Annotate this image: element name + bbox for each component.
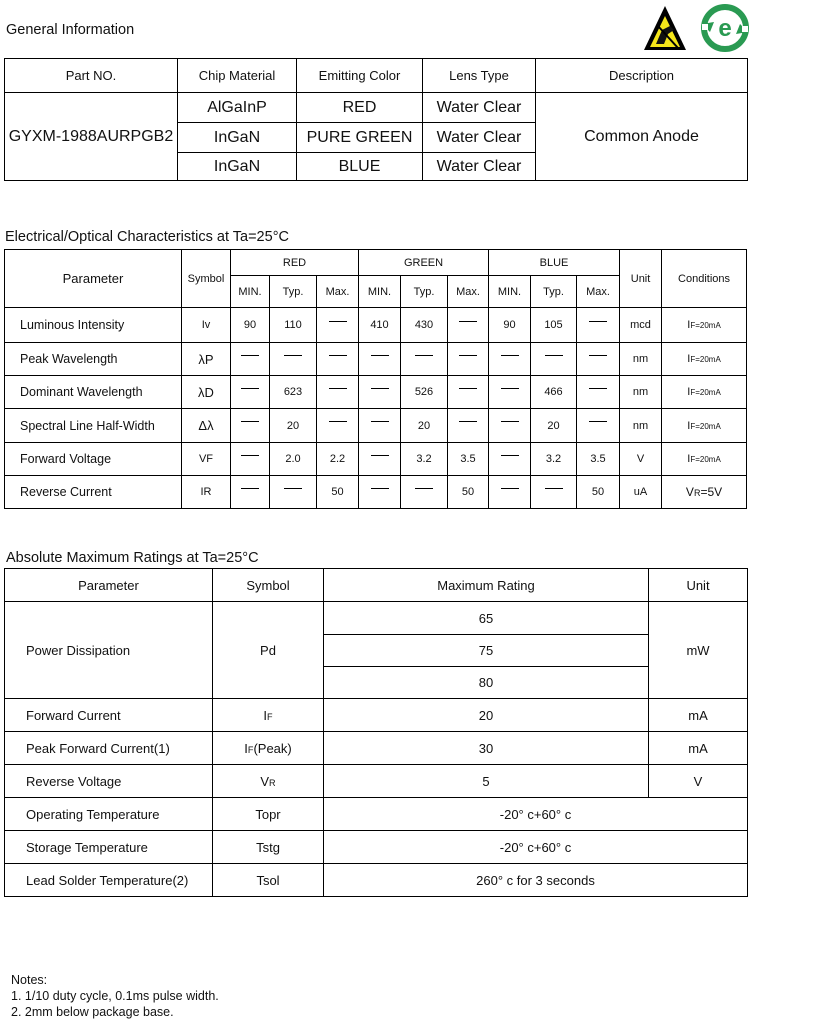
subheader-max: Max. [577,276,620,308]
symbol-if: IF [213,699,324,732]
unit: nm [620,343,662,376]
value-cell: 105 [531,308,577,343]
value-cell [577,376,620,409]
param-symbol: IR [182,476,231,509]
dash-placeholder [371,355,389,356]
value-cell [231,443,270,476]
rating-value: -20° c+60° c [324,831,748,864]
rating-value: 5 [324,765,649,798]
conditions [662,376,747,409]
subheader-typ: Typ. [401,276,448,308]
table-row [5,476,747,509]
value-cell [401,343,448,376]
value-cell [359,409,401,443]
unit: nm [620,376,662,409]
subheader-min: MIN. [231,276,270,308]
conditions [662,308,747,343]
value-cell [489,376,531,409]
notes-heading: Notes: [11,973,48,987]
dash-placeholder [329,421,347,422]
value-cell: 3.2 [401,443,448,476]
unit: mcd [620,308,662,343]
dash-placeholder [459,421,477,422]
unit: mA [649,732,748,765]
general-info-table [4,58,748,181]
table-row [5,308,747,343]
value-cell: 50 [317,476,359,509]
symbol-if-peak: IF(Peak) [213,732,324,765]
dash-placeholder [371,488,389,489]
value-cell [317,409,359,443]
value-cell: 410 [359,308,401,343]
value-cell: 90 [231,308,270,343]
rating-value: -20° c+60° c [324,798,748,831]
dash-placeholder [241,355,259,356]
chip-material: AlGaInP [178,93,297,123]
rating-value: 20 [324,699,649,732]
general-info-title: General Information [6,22,135,38]
param-name: Forward Voltage [5,443,182,476]
conditions [662,343,747,376]
header-red: RED [231,250,359,276]
subheader-max: Max. [317,276,359,308]
value-cell: 3.5 [577,443,620,476]
cond-symbol: I [687,319,691,331]
rating-value: 80 [324,667,649,699]
value-cell [231,409,270,443]
cond-symbol: I [687,353,691,365]
value-cell: 3.5 [448,443,489,476]
header-description: Description [536,59,748,93]
header-green: GREEN [359,250,489,276]
subheader-typ: Typ. [531,276,577,308]
param-name: Reverse Current [5,476,182,509]
value-cell: 526 [401,376,448,409]
unit: uA [620,476,662,509]
unit: mA [649,699,748,732]
symbol-tsol: Tsol [213,864,324,897]
dash-placeholder [589,321,607,322]
emitting-color: RED [297,93,423,123]
cond-value: F=20mA [690,388,721,397]
param-symbol: Δλ [182,409,231,443]
dash-placeholder [284,488,302,489]
header-unit: Unit [620,250,662,308]
param-symbol: λP [182,343,231,376]
header-emitting-color: Emitting Color [297,59,423,93]
header-unit: Unit [649,569,748,602]
dash-placeholder [589,421,607,422]
header-symbol: Symbol [213,569,324,602]
lens-type: Water Clear [423,93,536,123]
value-cell: 2.2 [317,443,359,476]
dash-placeholder [329,355,347,356]
value-cell: 20 [401,409,448,443]
value-cell [317,343,359,376]
value-cell: 110 [270,308,317,343]
unit: nm [620,409,662,443]
symbol-pd: Pd [213,602,324,699]
header-lens-type: Lens Type [423,59,536,93]
unit: V [620,443,662,476]
note-item: 2. 2mm below package base. [11,1005,174,1019]
value-cell [448,308,489,343]
absolute-ratings-table [4,568,748,897]
dash-placeholder [459,321,477,322]
dash-placeholder [415,488,433,489]
cond-value: =5V [700,485,723,499]
dash-placeholder [545,488,563,489]
value-cell [448,409,489,443]
value-cell: 430 [401,308,448,343]
description: Common Anode [536,93,748,181]
cond-value: F=20mA [690,421,721,431]
dash-placeholder [241,455,259,456]
notes [11,972,219,1020]
table-row [5,443,747,476]
param-lead-solder-temp: Lead Solder Temperature(2) [5,864,213,897]
emitting-color: PURE GREEN [297,123,423,153]
table-row [5,343,747,376]
rating-value: 65 [324,602,649,635]
subheader-typ: Typ. [270,276,317,308]
lens-type: Water Clear [423,153,536,181]
value-cell [359,376,401,409]
param-name: Dominant Wavelength [5,376,182,409]
dash-placeholder [371,421,389,422]
value-cell: 466 [531,376,577,409]
value-cell [401,476,448,509]
value-cell [359,476,401,509]
electrical-title: Electrical/Optical Characteristics at Ta=25°C [5,229,289,245]
param-name: Luminous Intensity [5,308,182,343]
subheader-min: MIN. [359,276,401,308]
cond-value: F=20mA [690,355,721,364]
param-power-dissipation: Power Dissipation [5,602,213,699]
dash-placeholder [371,388,389,389]
dash-placeholder [501,355,519,356]
value-cell [577,343,620,376]
absolute-title: Absolute Maximum Ratings at Ta=25°C [6,550,259,566]
cond-value: R [693,488,701,498]
value-cell [448,376,489,409]
table-row [5,376,747,409]
header-conditions: Conditions [662,250,747,308]
unit: V [649,765,748,798]
header-parameter: Parameter [5,569,213,602]
value-cell [359,443,401,476]
value-cell: 623 [270,376,317,409]
value-cell: 90 [489,308,531,343]
value-cell [489,443,531,476]
value-cell [231,376,270,409]
esd-warning-icon [642,4,688,52]
symbol-tstg: Tstg [213,831,324,864]
value-cell: 50 [448,476,489,509]
dash-placeholder [459,355,477,356]
dash-placeholder [589,355,607,356]
value-cell: 50 [577,476,620,509]
param-reverse-voltage: Reverse Voltage [5,765,213,798]
cond-symbol: I [687,453,691,465]
value-cell [231,476,270,509]
dash-placeholder [241,388,259,389]
table-row [5,409,747,443]
header-parameter: Parameter [5,250,182,308]
dash-placeholder [284,355,302,356]
rohs-e-recycle-icon [700,2,750,54]
subheader-min: MIN. [489,276,531,308]
cond-symbol: I [687,419,691,432]
param-storage-temp: Storage Temperature [5,831,213,864]
value-cell [270,343,317,376]
value-cell: 20 [270,409,317,443]
header-max-rating: Maximum Rating [324,569,649,602]
param-peak-forward-current: Peak Forward Current(1) [5,732,213,765]
symbol-vr: VR [213,765,324,798]
dash-placeholder [415,355,433,356]
note-item: 1. 1/10 duty cycle, 0.1ms pulse width. [11,989,219,1003]
param-name: Spectral Line Half-Width [5,409,182,443]
dash-placeholder [241,488,259,489]
value-cell [489,476,531,509]
param-symbol: λD [182,376,231,409]
lens-type: Water Clear [423,123,536,153]
value-cell [270,476,317,509]
chip-material: InGaN [178,123,297,153]
value-cell [317,376,359,409]
rating-value: 30 [324,732,649,765]
value-cell [448,343,489,376]
value-cell [577,308,620,343]
value-cell: 20 [531,409,577,443]
value-cell [359,343,401,376]
dash-placeholder [589,388,607,389]
dash-placeholder [501,488,519,489]
dash-placeholder [501,388,519,389]
header-chip-material: Chip Material [178,59,297,93]
unit-mw: mW [649,602,748,699]
dash-placeholder [241,421,259,422]
cond-value: F=20mA [690,321,721,330]
cond-symbol: I [687,386,691,398]
chip-material: InGaN [178,153,297,181]
symbol-topr: Topr [213,798,324,831]
value-cell [577,409,620,443]
value-cell [489,343,531,376]
svg-text:e: e [718,15,732,42]
subheader-max: Max. [448,276,489,308]
electrical-table [4,249,747,509]
dash-placeholder [329,321,347,322]
emitting-color: BLUE [297,153,423,181]
conditions [662,409,747,443]
value-cell [489,409,531,443]
dash-placeholder [371,455,389,456]
part-number: GYXM-1988AURPGB2 [5,93,178,181]
value-cell: 3.2 [531,443,577,476]
conditions [662,476,747,509]
value-cell [231,343,270,376]
cond-value: F=20mA [690,455,721,464]
value-cell [531,476,577,509]
rating-value: 260° c for 3 seconds [324,864,748,897]
param-symbol: VF [182,443,231,476]
param-operating-temp: Operating Temperature [5,798,213,831]
value-cell [531,343,577,376]
cond-symbol: V [685,485,694,499]
header-part-no: Part NO. [5,59,178,93]
dash-placeholder [501,455,519,456]
dash-placeholder [459,388,477,389]
param-symbol: Iv [182,308,231,343]
dash-placeholder [501,421,519,422]
header-blue: BLUE [489,250,620,276]
rating-value: 75 [324,635,649,667]
value-cell [317,308,359,343]
value-cell: 2.0 [270,443,317,476]
header-symbol: Symbol [182,250,231,308]
dash-placeholder [545,355,563,356]
conditions [662,443,747,476]
param-forward-current: Forward Current [5,699,213,732]
param-name: Peak Wavelength [5,343,182,376]
dash-placeholder [329,388,347,389]
